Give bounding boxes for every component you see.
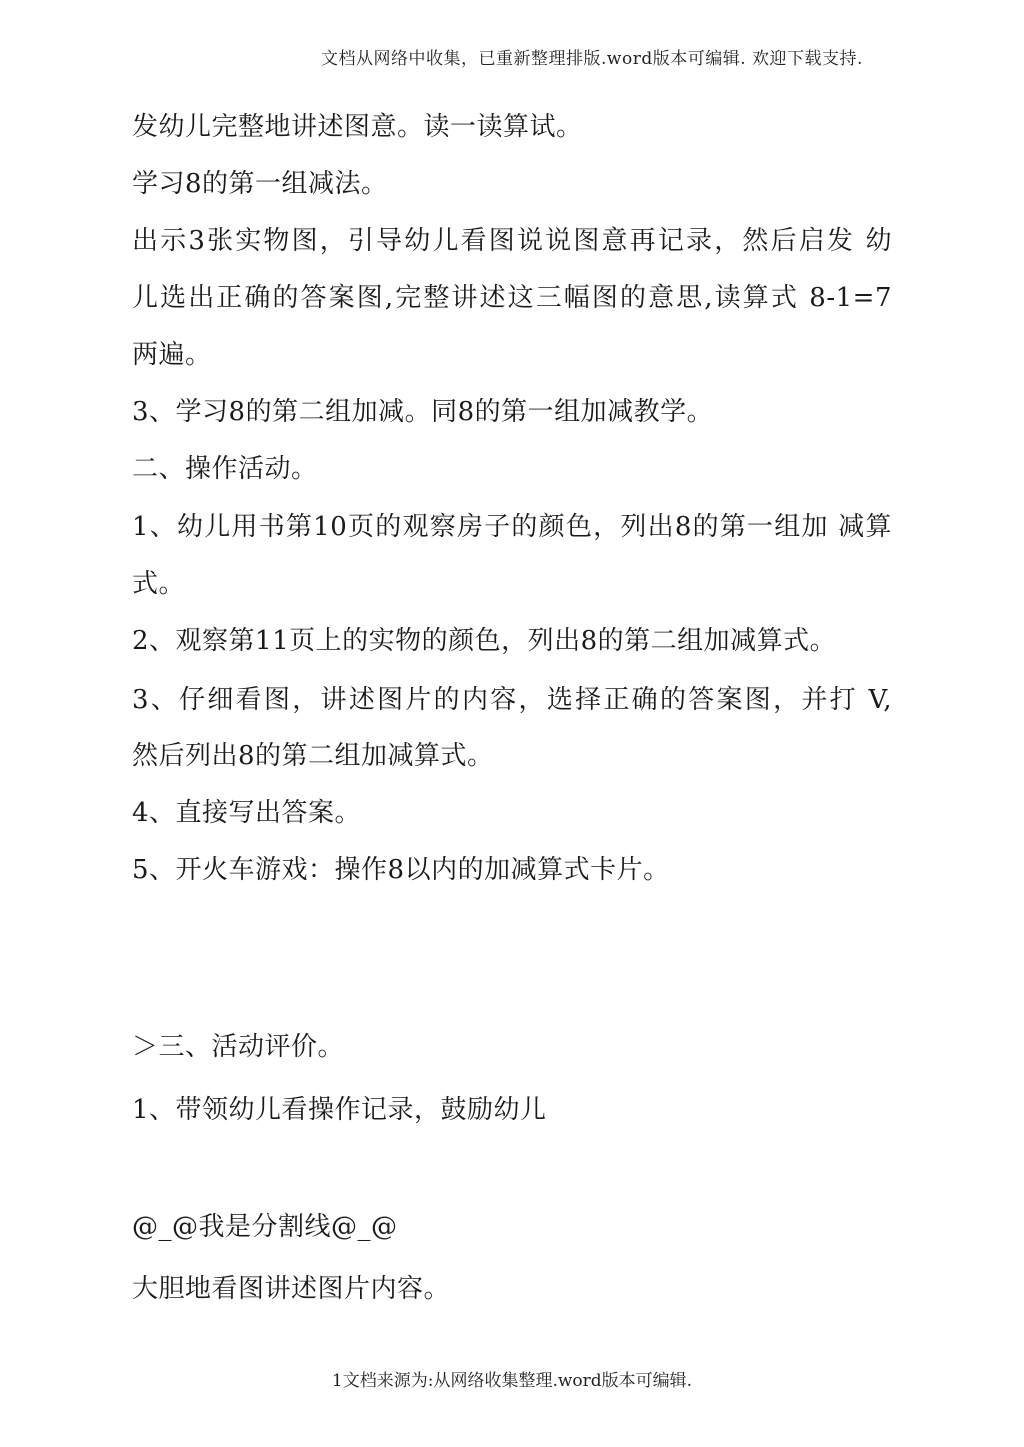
body-line: 式。 (132, 569, 186, 599)
body-line: 出示3张实物图，引导幼儿看图说说图意再记录，然后启发 幼 (132, 226, 892, 256)
body-line: 大胆地看图讲述图片内容。 (132, 1274, 451, 1304)
page-footer: 1文档来源为:从网络收集整理.word版本可编辑. (331, 1371, 693, 1391)
section-heading: ＞三、活动评价。 (132, 1032, 345, 1062)
body-line: 3、仔细看图，讲述图片的内容，选择正确的答案图，并打 V, (132, 685, 892, 715)
body-line: 两遍。 (132, 340, 212, 370)
body-line: 5、开火车游戏：操作8以内的加减算式卡片。 (132, 855, 670, 885)
page-header: 文档从网络中收集，已重新整理排版.word版本可编辑. 欢迎下载支持. (321, 49, 863, 69)
body-line: 发幼儿完整地讲述图意。读一读算试。 (132, 112, 583, 142)
body-line: 1、幼儿用书第10页的观察房子的颜色，列出8的第一组加 减算 (132, 512, 892, 542)
body-line: 儿选出正确的答案图,完整讲述这三幅图的意思,读算式 8-1=7 (132, 283, 892, 313)
section-heading: 二、操作活动。 (132, 454, 318, 484)
body-line: 1、带领幼儿看操作记录，鼓励幼儿 (132, 1095, 547, 1125)
body-line: 学习8的第一组减法。 (132, 169, 388, 199)
body-line: 2、观察第11页上的实物的颜色，列出8的第二组加减算式。 (132, 626, 837, 656)
divider-text: @_@我是分割线@_@ (132, 1212, 398, 1242)
body-line: 然后列出8的第二组加减算式。 (132, 741, 494, 771)
body-line: 3、学习8的第二组加减。同8的第一组加减教学。 (132, 397, 714, 427)
body-line: 4、直接写出答案。 (132, 798, 362, 828)
